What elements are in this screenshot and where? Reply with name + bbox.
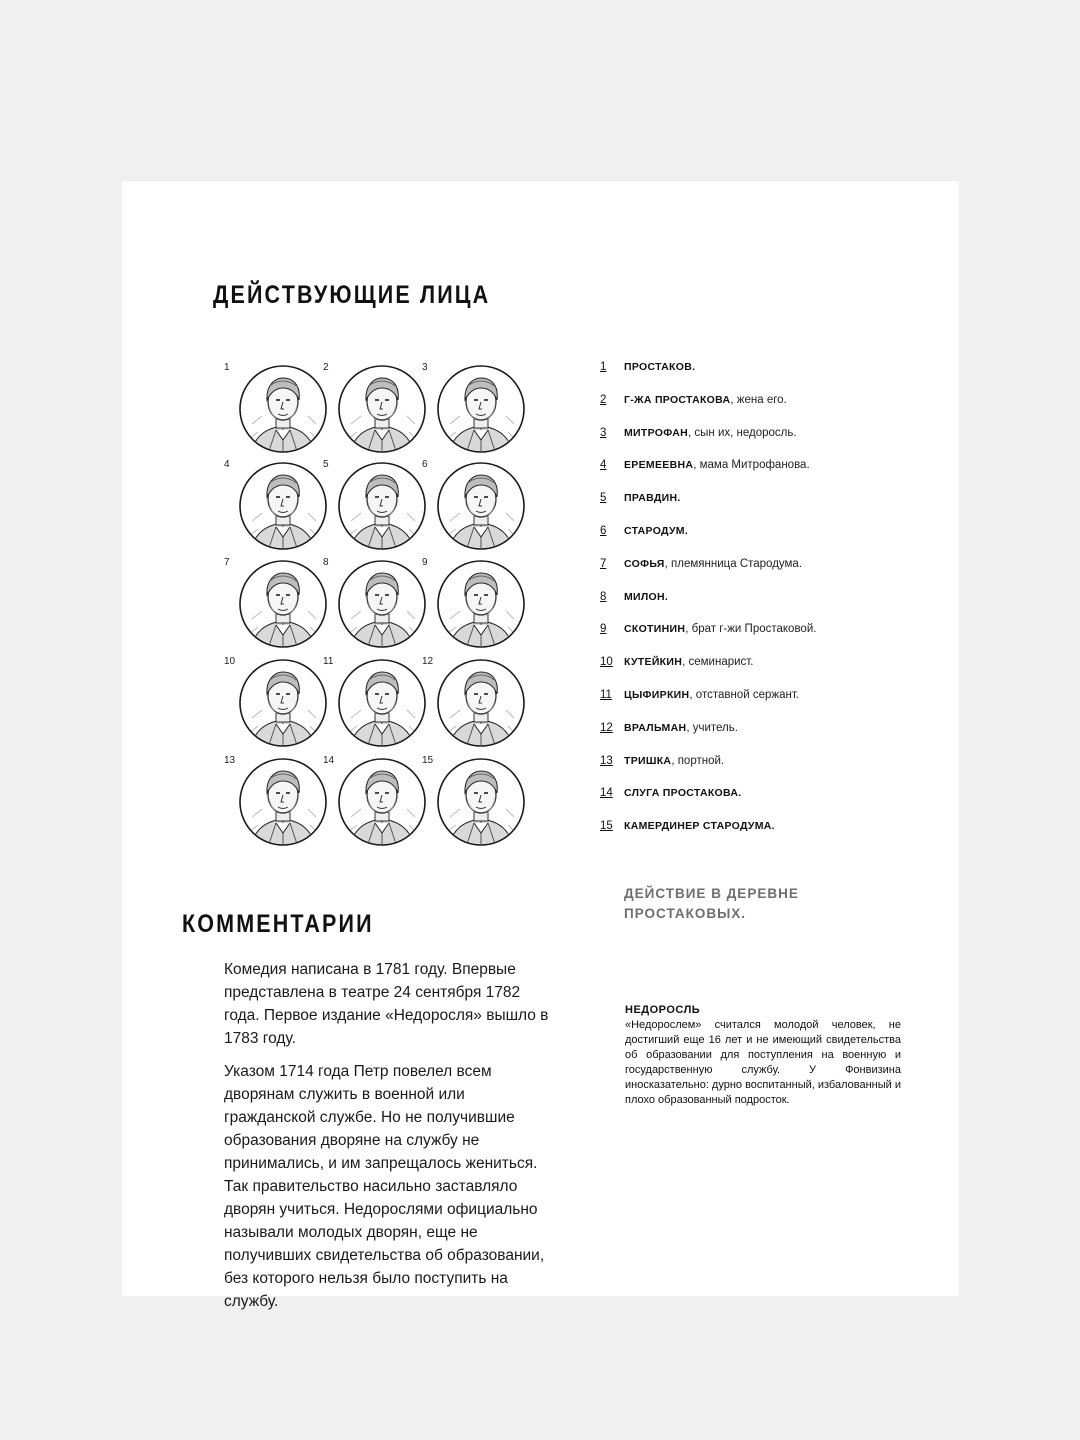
portrait-number: 2	[323, 362, 329, 373]
comments-body	[224, 958, 554, 1323]
portrait-5	[323, 459, 431, 559]
portrait-number: 5	[323, 459, 329, 470]
portrait-engraving-icon	[337, 658, 427, 748]
portrait-engraving-icon	[238, 461, 328, 551]
cast-description: , портной.	[671, 754, 725, 767]
portrait-engraving-icon	[238, 559, 328, 649]
cast-name: МИТРОФАН	[624, 426, 689, 439]
portrait-8	[323, 557, 431, 657]
page-title: ДЕЙСТВУЮЩИЕ ЛИЦА	[213, 281, 491, 309]
portrait-number: 14	[323, 755, 335, 766]
portrait-3	[422, 362, 530, 462]
portrait-engraving-icon	[238, 658, 328, 748]
cast-description: , семинарист.	[682, 656, 754, 669]
cast-number: 8	[600, 590, 607, 603]
portrait-engraving-icon	[238, 364, 328, 454]
portrait-2	[323, 362, 431, 462]
cast-name: Г-ЖА ПРОСТАКОВА	[624, 393, 731, 406]
cast-item	[600, 787, 940, 820]
cast-name: КУТЕЙКИН	[624, 656, 683, 669]
cast-item	[600, 656, 940, 689]
portrait-number: 9	[422, 557, 428, 568]
comments-title: КОММЕНТАРИИ	[182, 910, 374, 938]
cast-item	[600, 755, 940, 788]
cast-name: ТРИШКА	[624, 754, 672, 767]
portrait-11	[323, 656, 434, 756]
cast-number: 7	[600, 557, 607, 570]
cast-name: КАМЕРДИНЕР СТАРОДУМА.	[624, 820, 775, 833]
comments-paragraph: Комедия написана в 1781 году. Впервые представлена в театре 24 сентября 1782 года. Первое издание «Недоросля» вышло в 1783 году.	[224, 961, 549, 1047]
cast-description: , брат г-жи Простаковой.	[685, 623, 817, 636]
cast-number: 5	[600, 492, 607, 505]
cast-name: СОФЬЯ	[624, 557, 665, 570]
cast-name: ЦЫФИРКИН	[624, 688, 690, 701]
footnote	[625, 1003, 901, 1108]
cast-item	[600, 591, 940, 624]
cast-name: СЛУГА ПРОСТАКОВА.	[624, 787, 742, 800]
cast-item	[600, 722, 940, 755]
portrait-number: 6	[422, 459, 428, 470]
cast-number: 3	[600, 426, 607, 439]
cast-number: 6	[600, 524, 607, 537]
cast-description: , сын их, недоросль.	[688, 426, 797, 439]
portrait-engraving-icon	[436, 461, 526, 551]
portrait-engraving-icon	[436, 559, 526, 649]
portrait-engraving-icon	[337, 757, 427, 847]
portrait-13	[224, 755, 335, 855]
portrait-4	[224, 459, 332, 559]
cast-number: 1	[600, 361, 607, 373]
cast-item	[600, 492, 940, 525]
portrait-7	[224, 557, 332, 657]
portrait-number: 15	[422, 755, 434, 766]
book-page	[122, 181, 959, 1310]
cast-number: 11	[600, 688, 612, 701]
cast-description: , жена его.	[730, 393, 787, 406]
cast-name: СКОТИНИН	[624, 623, 686, 636]
portrait-number: 3	[422, 362, 428, 373]
portrait-1	[224, 362, 332, 462]
cast-description: , учитель.	[686, 721, 738, 734]
cast-description: , племянница Стародума.	[664, 557, 803, 570]
cast-number: 4	[600, 459, 607, 472]
cast-number: 15	[600, 820, 613, 833]
portrait-15	[422, 755, 530, 855]
cast-number: 12	[600, 721, 613, 734]
portrait-engraving-icon	[436, 364, 526, 454]
portrait-12	[422, 656, 530, 756]
setting-note: ДЕЙСТВИЕ В ДЕРЕВНЕ ПРОСТАКОВЫХ.	[624, 886, 799, 921]
cast-item	[600, 689, 940, 722]
cast-number: 9	[600, 623, 607, 636]
portrait-engraving-icon	[337, 461, 427, 551]
comments-paragraph: Указом 1714 года Петр повелел всем дворянам служить в военной или гражданской службе. Но не получившие образования дворяне на службу не принимались, и им запрещалось жениться. Так правительство насильно заставляло дворян учиться. Недорослями официально называли молодых дворян, еще не получивших свидетельства об образовании, без которого нельзя было поступить на службу.	[224, 1063, 545, 1310]
portrait-number: 10	[224, 656, 236, 667]
portrait-number: 11	[323, 656, 334, 667]
cast-item	[600, 558, 940, 591]
portrait-number: 7	[224, 557, 230, 568]
portrait-14	[323, 755, 434, 855]
cast-item	[600, 623, 940, 656]
cast-name: ВРАЛЬМАН	[624, 721, 687, 734]
portrait-engraving-icon	[337, 364, 427, 454]
portrait-number: 1	[224, 362, 230, 373]
cast-list	[600, 361, 940, 853]
cast-number: 2	[600, 393, 607, 406]
cast-name: ЕРЕМЕЕВНА	[624, 459, 694, 472]
portrait-engraving-icon	[337, 559, 427, 649]
cast-name: ПРОСТАКОВ.	[624, 361, 696, 373]
portrait-engraving-icon	[238, 757, 328, 847]
cast-item	[600, 820, 940, 853]
cast-item	[600, 361, 940, 394]
portrait-10	[224, 656, 332, 756]
footnote-text: «Недорослем» считался молодой человек, не достигший еще 16 лет и не имеющий свидетельства об образовании для поступления на военную и государственную службу. У Фонвизина иносказательно: дурно воспитанный, избалованный и плохо образованный подросток.	[625, 1019, 901, 1106]
cast-item	[600, 459, 940, 492]
portrait-9	[422, 557, 530, 657]
cast-name: МИЛОН.	[624, 590, 669, 603]
cast-number: 14	[600, 787, 613, 800]
cast-number: 13	[600, 754, 613, 767]
portrait-6	[422, 459, 530, 559]
portrait-number: 12	[422, 656, 434, 667]
cast-name: СТАРОДУМ.	[624, 524, 689, 537]
cast-name: ПРАВДИН.	[624, 492, 681, 505]
cast-item	[600, 525, 940, 558]
portrait-number: 13	[224, 755, 236, 766]
footnote-title: НЕДОРОСЛЬ	[625, 1004, 701, 1016]
portrait-engraving-icon	[436, 757, 526, 847]
cast-item	[600, 427, 940, 460]
cast-description: , отставной сержант.	[689, 688, 800, 701]
cast-number: 10	[600, 656, 613, 669]
cast-item	[600, 394, 940, 427]
portrait-number: 4	[224, 459, 230, 470]
portrait-engraving-icon	[436, 658, 526, 748]
portrait-number: 8	[323, 557, 329, 568]
cast-description: , мама Митрофанова.	[693, 459, 810, 472]
